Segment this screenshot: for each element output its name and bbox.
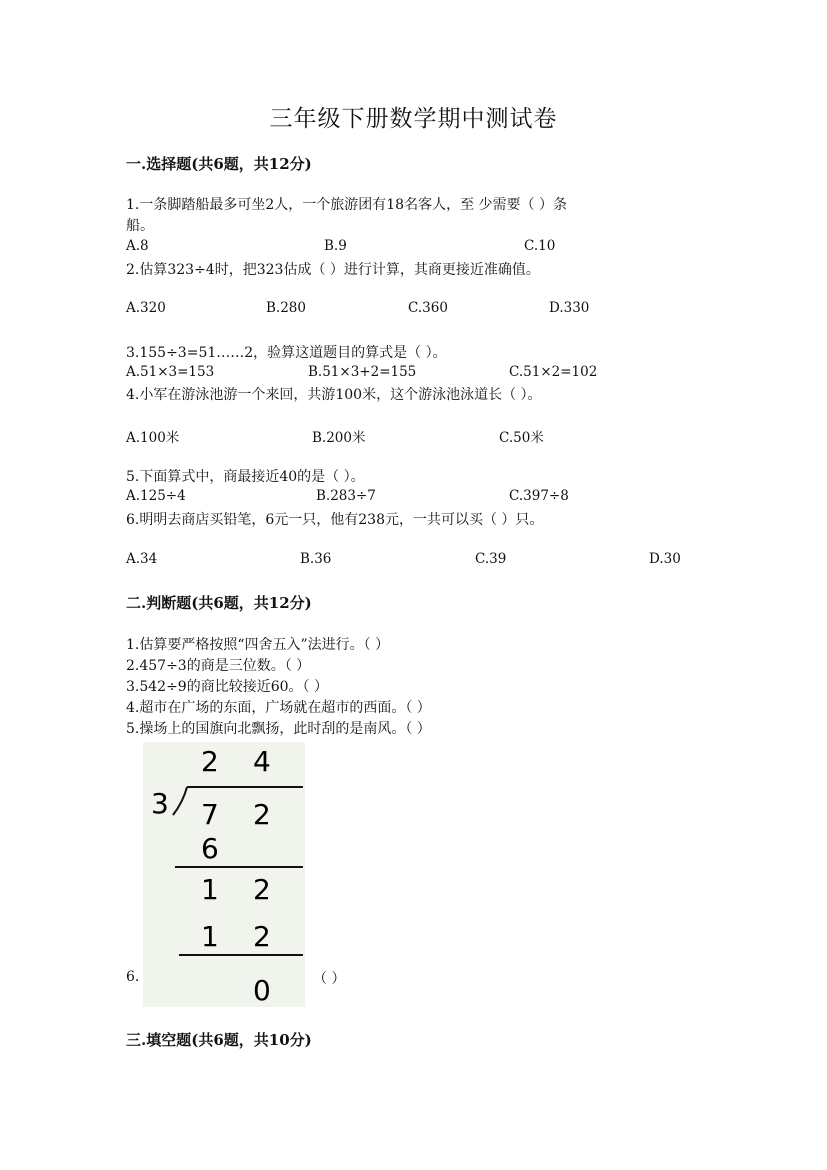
option-1-6-a: A.34 [126, 551, 158, 567]
dividend-digit-1: 7 [201, 798, 219, 831]
option-1-5-b: B.283÷7 [316, 488, 376, 504]
quotient-digit-2: 4 [253, 745, 271, 778]
step2-digit-2: 2 [253, 873, 271, 906]
long-division-figure [143, 742, 305, 1007]
question-1-2: 2.估算323÷4时，把323估成（ ）进行计算，其商更接近准确值。 [126, 262, 540, 278]
step3-digit-1: 1 [201, 920, 219, 953]
step1-digit: 6 [201, 832, 219, 865]
option-1-2-d: D.330 [549, 300, 590, 316]
section-heading-choice: 一.选择题(共6题，共12分) [126, 155, 312, 173]
quotient-digit-1: 2 [201, 745, 219, 778]
option-1-2-c: C.360 [408, 300, 448, 316]
step2-digit-1: 1 [201, 873, 219, 906]
option-1-6-b: B.36 [300, 551, 332, 567]
option-1-1-a: A.8 [126, 238, 149, 254]
step3-digit-2: 2 [253, 920, 271, 953]
question-2-6-answer: （ ） [313, 971, 346, 987]
question-1-1-cont: 船。 [126, 218, 154, 234]
question-2-6-number: 6. [126, 969, 140, 985]
question-1-6: 6.明明去商店买铅笔，6元一只，他有238元，一共可以买（ ）只。 [126, 512, 544, 528]
question-1-1: 1.一条脚踏船最多可坐2人，一个旅游团有18名客人，至 少需要（ ）条 [126, 197, 567, 213]
option-1-1-c: C.10 [524, 238, 556, 254]
question-1-4: 4.小军在游泳池游一个来回，共游100米，这个游泳池泳道长（ ）。 [126, 387, 542, 403]
question-2-4: 4.超市在广场的东面，广场就在超市的西面。（ ） [126, 700, 431, 716]
option-1-3-b: B.51×3+2=155 [308, 364, 417, 380]
option-1-3-a: A.51×3=153 [126, 364, 215, 380]
option-1-1-b: B.9 [324, 238, 347, 254]
option-1-5-a: A.125÷4 [126, 488, 186, 504]
option-1-2-a: A.320 [126, 300, 166, 316]
option-1-2-b: B.280 [266, 300, 306, 316]
dividend-digit-2: 2 [253, 798, 271, 831]
option-1-4-b: B.200米 [312, 430, 366, 446]
option-1-4-a: A.100米 [126, 430, 180, 446]
option-1-3-c: C.51×2=102 [509, 364, 598, 380]
option-1-6-c: C.39 [475, 551, 507, 567]
section-heading-judge: 二.判断题(共6题，共12分) [126, 594, 312, 612]
question-1-5: 5.下面算式中，商最接近40的是（ ）。 [126, 469, 365, 485]
page-title: 三年级下册数学期中测试卷 [269, 106, 558, 132]
option-1-4-c: C.50米 [499, 430, 544, 446]
question-2-1: 1.估算要严格按照“四舍五入”法进行。（ ） [126, 637, 390, 653]
remainder-digit: 0 [253, 974, 271, 1007]
question-2-2: 2.457÷3的商是三位数。（ ） [126, 658, 311, 674]
divisor: 3 [151, 787, 169, 820]
option-1-5-c: C.397÷8 [509, 488, 569, 504]
question-2-3: 3.542÷9的商比较接近60。（ ） [126, 679, 328, 695]
section-heading-fill: 三.填空题(共6题，共10分) [126, 1031, 312, 1049]
option-1-6-d: D.30 [649, 551, 681, 567]
question-2-5: 5.操场上的国旗向北飘扬，此时刮的是南风。（ ） [126, 721, 431, 737]
question-1-3: 3.155÷3=51……2，验算这道题目的算式是（ ）。 [126, 345, 447, 361]
